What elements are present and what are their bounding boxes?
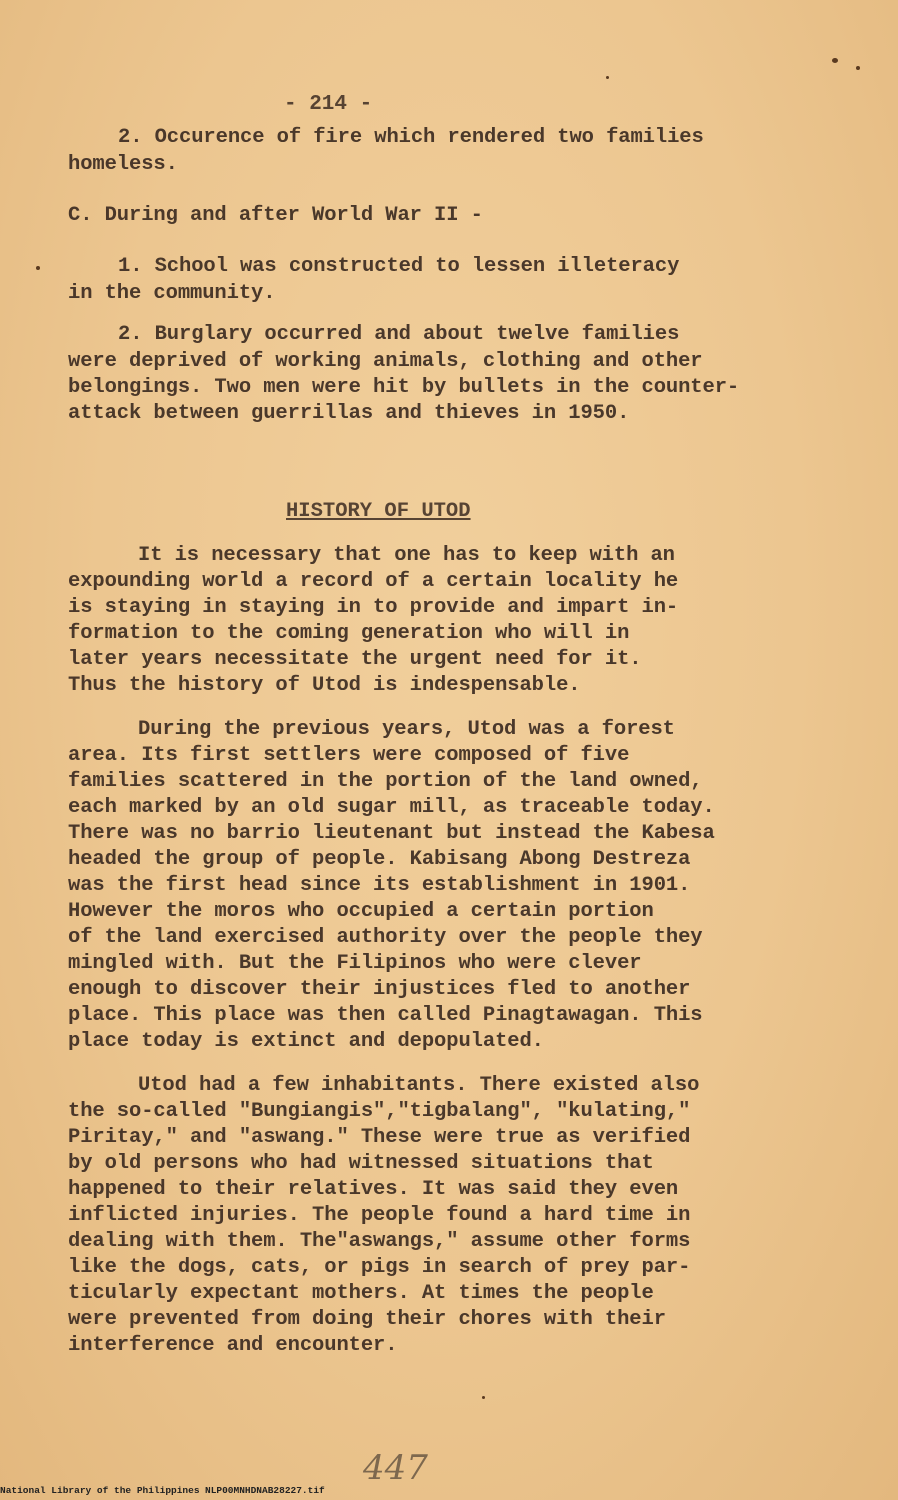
text-line: Utod had a few inhabitants. There existed also — [138, 1074, 700, 1097]
text-line: each marked by an old sugar mill, as traceable today. — [68, 796, 715, 819]
text-line: 2. Burglary occurred and about twelve families — [118, 323, 680, 346]
text-line: by old persons who had witnessed situations that — [68, 1152, 654, 1175]
text-line: the so-called "Bungiangis","tigbalang", "kulating," — [68, 1100, 691, 1123]
paper-speck — [36, 266, 40, 270]
text-line: expounding world a record of a certain locality he — [68, 570, 679, 593]
text-line: area. Its first settlers were composed of five — [68, 744, 630, 767]
text-line: families scattered in the portion of the land owned, — [68, 770, 703, 793]
text-line: It is necessary that one has to keep with an — [138, 544, 675, 567]
paper-speck — [832, 58, 838, 63]
paper-speck — [606, 76, 609, 79]
text-line: C. During and after World War II - — [68, 204, 483, 227]
text-line: ticularly expectant mothers. At times the people — [68, 1282, 654, 1305]
text-line: Piritay," and "aswang." These were true as verified — [68, 1126, 691, 1149]
text-line: were prevented from doing their chores with their — [68, 1308, 666, 1331]
text-line: During the previous years, Utod was a forest — [138, 718, 675, 741]
page-number: - 214 - — [284, 93, 373, 116]
text-line: 2. Occurence of fire which rendered two families — [118, 126, 704, 149]
paper-speck — [856, 66, 860, 70]
text-line: were deprived of working animals, clothing and other — [68, 350, 703, 373]
text-line: like the dogs, cats, or pigs in search of prey par- — [68, 1256, 691, 1279]
text-line: homeless. — [68, 153, 178, 176]
footer-library: National Library of the Philippines — [0, 1485, 200, 1496]
text-line: is staying in staying in to provide and impart in- — [68, 596, 679, 619]
text-line: enough to discover their injustices fled to another — [68, 978, 691, 1001]
paper-speck — [482, 1396, 485, 1399]
text-line: in the community. — [68, 282, 276, 305]
handwritten-page-number: 447 — [363, 1448, 428, 1488]
text-line: mingled with. But the Filipinos who were clever — [68, 952, 642, 975]
text-line: interference and encounter. — [68, 1334, 398, 1357]
text-line: 1. School was constructed to lessen illeteracy — [118, 255, 680, 278]
text-line: belongings. Two men were hit by bullets in the counter- — [68, 376, 740, 399]
text-line: was the first head since its establishment in 1901. — [68, 874, 691, 897]
text-line: inflicted injuries. The people found a hard time in — [68, 1204, 691, 1227]
text-line: However the moros who occupied a certain portion — [68, 900, 654, 923]
section-heading: HISTORY OF UTOD — [286, 500, 471, 523]
text-line: place. This place was then called Pinagtawagan. This — [68, 1004, 703, 1027]
text-line: attack between guerrillas and thieves in 1950. — [68, 402, 630, 425]
text-line: headed the group of people. Kabisang Abong Destreza — [68, 848, 691, 871]
text-line: of the land exercised authority over the people they — [68, 926, 703, 949]
text-line: dealing with them. The"aswangs," assume other forms — [68, 1230, 691, 1253]
text-line: formation to the coming generation who will in — [68, 622, 630, 645]
footer-filename: NLP00MNHDNAB28227.tif — [205, 1485, 325, 1496]
text-line: place today is extinct and depopulated. — [68, 1030, 544, 1053]
text-line: later years necessitate the urgent need for it. — [68, 648, 642, 671]
text-line: happened to their relatives. It was said they even — [68, 1178, 679, 1201]
text-line: There was no barrio lieutenant but instead the Kabesa — [68, 822, 715, 845]
text-line: Thus the history of Utod is indespensable. — [68, 674, 581, 697]
